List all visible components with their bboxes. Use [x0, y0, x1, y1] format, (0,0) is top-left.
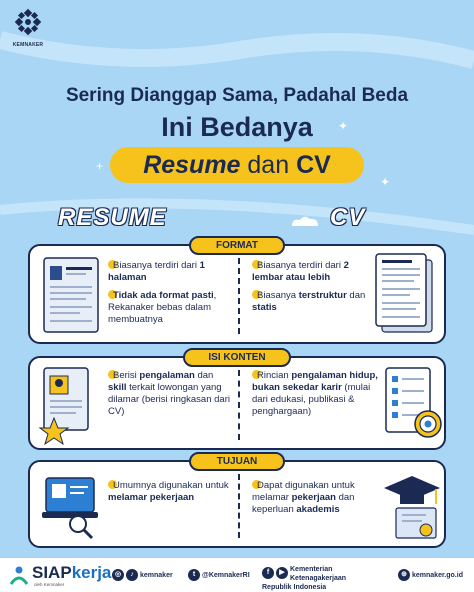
format-section	[28, 240, 446, 344]
isi-resume-point: Berisi pengalaman dan skill terkait lowongan yang dilamar (berisi ringkasan dari CV)	[108, 370, 230, 417]
tujuan-label: TUJUAN	[189, 452, 285, 471]
sparkle-icon: ✦	[380, 175, 391, 189]
isi-konten-label: ISI KONTEN	[183, 348, 291, 367]
website-link[interactable]: ⊕ kemnaker.go.id	[398, 569, 463, 581]
resume-column-heading: RESUME	[58, 204, 167, 231]
title-line-2	[110, 147, 364, 183]
sparkle-icon: +	[96, 159, 104, 173]
kemnaker-logo	[10, 8, 46, 48]
section-divider	[238, 474, 240, 538]
tujuan-resume-point: Umumnya digunakan untuk melamar pekerjaan	[108, 480, 229, 503]
siapkerja-subtitle: oleh Kemnaker	[34, 582, 65, 587]
siapkerja-brand: SIAPkerja	[32, 563, 112, 582]
title-dan: dan	[247, 151, 290, 179]
youtube-icon: ▶	[276, 567, 288, 579]
isi-konten-section	[28, 352, 446, 450]
format-cv-point-1: Biasanya terdiri dari 2 lembar atau lebih	[252, 260, 349, 283]
tujuan-cv-point: Dapat digunakan untuk melamar pekerjaan dan keperluan akademis	[252, 480, 355, 515]
footer	[0, 558, 474, 592]
laptop-search-icon	[40, 470, 104, 542]
format-label: FORMAT	[189, 236, 285, 255]
instagram-handle[interactable]: ◎ ♪ kemnaker	[112, 569, 173, 581]
title-cv: CV	[296, 151, 331, 179]
title-resume: Resume	[143, 151, 241, 179]
cv-column-heading: CV	[330, 204, 366, 231]
cv-document-icon	[372, 252, 438, 336]
isi-cv-point: Rincian pengalaman hidup, bukan sekedar karir (mulai dari edukasi, publikasi & penghargaan)	[252, 370, 378, 417]
tujuan-section	[28, 456, 446, 548]
title-line-1: Ini Bedanya	[161, 112, 313, 142]
format-cv-point-2: Biasanya terstruktur dan statis	[252, 290, 366, 313]
graduation-certificate-icon	[378, 468, 444, 544]
facebook-icon: f	[262, 567, 274, 579]
globe-icon: ⊕	[398, 569, 410, 581]
logo-text: KEMNAKER	[12, 42, 44, 48]
resume-document-icon	[42, 256, 100, 334]
checklist-target-icon	[382, 364, 444, 446]
sparkle-icon: ✦	[338, 119, 349, 133]
twitter-handle[interactable]: t @KemnakerRI	[188, 569, 250, 581]
siapkerja-logo-icon	[8, 564, 30, 586]
kemnaker-emblem-icon	[14, 8, 42, 36]
profile-card-star-icon	[38, 366, 102, 446]
twitter-icon: t	[188, 569, 200, 581]
format-resume-point-1: Biasanya terdiri dari 1 halaman	[108, 260, 205, 283]
organization-handle[interactable]: f ▶ Kementerian Ketenagakerjaan Republik Indonesia	[262, 566, 347, 591]
tiktok-icon: ♪	[126, 569, 138, 581]
cloud-icon	[290, 214, 320, 228]
format-resume-point-2: Tidak ada format pasti, Rekanaker bebas dalam membuatnya	[108, 290, 217, 325]
section-divider	[238, 258, 240, 334]
section-divider	[238, 370, 240, 440]
subtitle: Sering Dianggap Sama, Padahal Beda	[65, 85, 409, 106]
instagram-icon: ◎	[112, 569, 124, 581]
